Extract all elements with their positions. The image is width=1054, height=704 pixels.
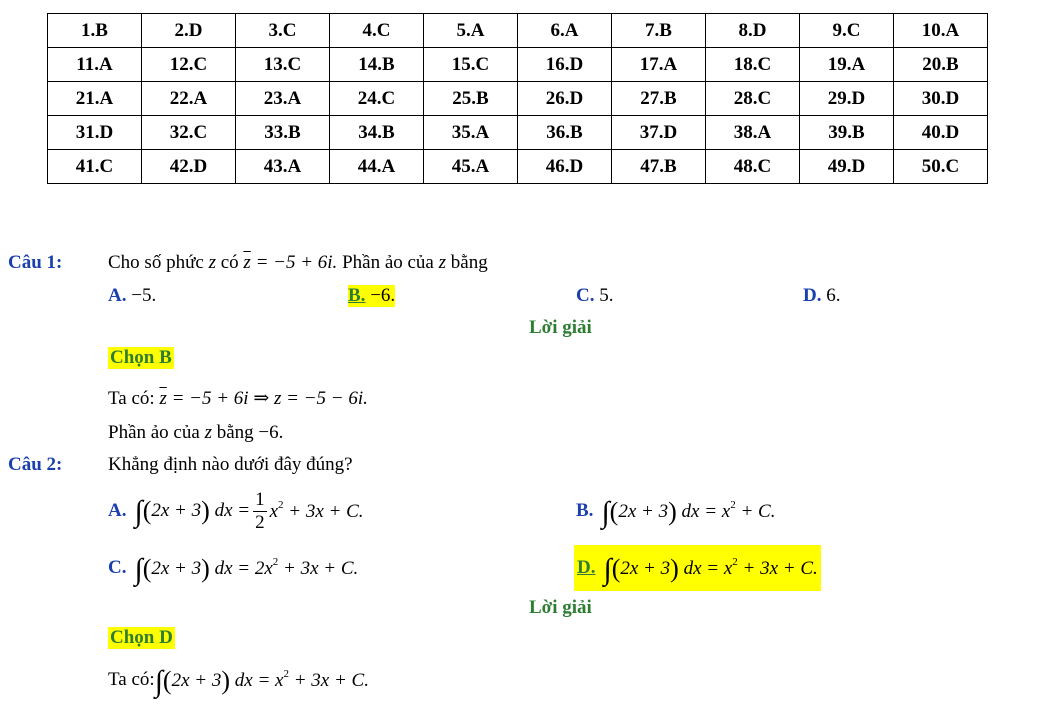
q2-integrand-d: 2x + 3 (620, 558, 671, 579)
q2-a-exp: 2 (278, 499, 284, 511)
q1-sol-line2-b: bằng −6. (211, 422, 284, 443)
answer-cell: 33.B (236, 116, 330, 150)
q1-label: Câu 1: (8, 252, 63, 273)
answer-row (48, 48, 988, 82)
q2-option-b[interactable] (576, 485, 775, 537)
q2-option-d-formula: ∫(2x + 3) dx = $x^2 + 3x + C$. (603, 553, 818, 586)
answer-cell: 29.D (800, 82, 894, 116)
answer-cell: 5.A (424, 14, 518, 48)
answer-cell: 26.D (518, 82, 612, 116)
answer-cell: 44.A (330, 150, 424, 184)
q2-dx-c: dx = (214, 558, 251, 579)
q2-d-rhs-b: + 3x + C. (737, 558, 818, 579)
answer-cell: 13.C (236, 48, 330, 82)
q2-dx-b: dx = (681, 501, 718, 522)
q2-solution-line (108, 660, 369, 700)
q2-option-a[interactable] (108, 485, 364, 537)
q1-text (108, 252, 488, 274)
answer-cell: 45.A (424, 150, 518, 184)
answer-cell: 7.B (612, 14, 706, 48)
answer-row (48, 116, 988, 150)
q2-sol-exp: 2 (283, 668, 289, 680)
q2-sol-integrand: 2x + 3 (171, 670, 222, 691)
answer-cell: 36.B (518, 116, 612, 150)
answer-cell: 35.A (424, 116, 518, 150)
q2-text: Khẳng định nào dưới đây đúng? (108, 454, 353, 475)
answer-cell: 30.D (894, 82, 988, 116)
integral-symbol: ∫ (134, 553, 143, 586)
q1-option-c-letter: C. (576, 285, 595, 306)
q2-option-c-letter: C. (108, 557, 127, 578)
answer-cell: 27.B (612, 82, 706, 116)
answer-cell: 3.C (236, 14, 330, 48)
answer-cell: 16.D (518, 48, 612, 82)
q2-option-a-fraction (253, 489, 267, 534)
answer-cell: 47.B (612, 150, 706, 184)
answer-cell: 8.D (706, 14, 800, 48)
answer-cell: 48.C (706, 150, 800, 184)
integral-symbol: ∫ (603, 553, 612, 586)
q2-dx-d: dx = (683, 558, 720, 579)
answer-cell: 20.B (894, 48, 988, 82)
q2-integrand-a: 2x + 3 (151, 500, 202, 521)
q1-text-co: có (215, 252, 244, 273)
q1-text-after: Phần ảo của (337, 252, 439, 273)
q1-solution-line1 (108, 387, 368, 410)
answer-cell: 46.D (518, 150, 612, 184)
q1-sol-rest: = −5 + 6i ⇒ z = −5 − 6i. (166, 388, 368, 409)
q2-label: Câu 2: (8, 454, 63, 475)
answer-row (48, 150, 988, 184)
q1-option-d-letter: D. (803, 285, 822, 306)
q1-sol-line2-a: Phần ảo của (108, 422, 205, 443)
answer-cell: 19.A (800, 48, 894, 82)
q2-option-b-formula: ∫(2x + 3) dx = $x^2 + C$. (601, 496, 776, 529)
q2-option-a-rhs (270, 499, 364, 523)
q1-option-d[interactable] (803, 285, 840, 307)
q2-integrand-b: 2x + 3 (618, 501, 669, 522)
q2-integrand-c: 2x + 3 (151, 558, 202, 579)
q2-d-exp: 2 (732, 556, 738, 568)
q1-option-c[interactable] (576, 285, 613, 307)
q1-option-b-letter: B. (348, 285, 366, 306)
q1-option-d-value: 6. (821, 285, 841, 306)
answer-cell: 23.A (236, 82, 330, 116)
q2-option-c[interactable] (108, 547, 358, 589)
q2-b-rhs-b: + C. (735, 501, 776, 522)
answer-cell: 37.D (612, 116, 706, 150)
q2-option-d-letter: D. (577, 557, 596, 578)
q1-cond-zbar: $\overline{z}$ (243, 252, 251, 273)
q1-choice: Chọn B (110, 347, 172, 368)
q2-b-rhs-a: x (721, 501, 731, 522)
q2-sol-prefix: Ta có: (108, 669, 155, 690)
answer-cell: 4.C (330, 14, 424, 48)
answer-cell: 15.C (424, 48, 518, 82)
answer-key-table (47, 13, 988, 184)
q1-option-a-letter: A. (108, 285, 127, 306)
q1-var-z: z (208, 252, 216, 273)
answer-cell: 32.C (142, 116, 236, 150)
answer-cell: 28.C (706, 82, 800, 116)
q2-sol-rhs-b: + 3x + C. (288, 670, 369, 691)
q1-var-z-2: z (438, 252, 447, 273)
answer-cell: 1.B (48, 14, 142, 48)
q1-sol-zbar: $\overline{z}$ (159, 388, 167, 409)
answer-cell: 39.B (800, 116, 894, 150)
answer-key-body (48, 14, 988, 184)
q2-d-rhs-a: x (723, 558, 733, 579)
answer-cell: 12.C (142, 48, 236, 82)
answer-cell: 49.D (800, 150, 894, 184)
q2-b-exp: 2 (730, 499, 736, 511)
integral-symbol: ∫ (154, 665, 163, 698)
q2-option-d[interactable] (574, 545, 821, 591)
q2-option-c-formula: ∫(2x + 3) dx = $2x^2 + 3x + C$. (134, 553, 359, 586)
q2-sol-dx: dx = (234, 670, 271, 691)
answer-row (48, 14, 988, 48)
q2-option-a-letter: A. (108, 500, 127, 521)
q2-c-rhs-a: 2x (254, 558, 273, 579)
answer-cell: 9.C (800, 14, 894, 48)
answer-cell: 17.A (612, 48, 706, 82)
q2-option-b-letter: B. (576, 500, 594, 521)
answer-cell: 21.A (48, 82, 142, 116)
q2-dx-a: dx = (214, 500, 251, 521)
q2-sol-formula: ∫(2x + 3) dx = $x^2 + 3x + C$. (154, 665, 369, 698)
answer-row (48, 82, 988, 116)
q1-sol-prefix: Ta có: (108, 388, 160, 409)
answer-cell: 14.B (330, 48, 424, 82)
q1-solution-title: Lời giải (529, 317, 592, 338)
q2-frac-den: 2 (255, 511, 265, 533)
q1-text-end: bằng (446, 252, 488, 273)
answer-cell: 25.B (424, 82, 518, 116)
q1-cond-eq: = −5 + 6i. (250, 252, 338, 273)
q1-option-a[interactable] (108, 285, 156, 307)
q1-text-before: Cho số phức (108, 252, 209, 273)
q2-a-rhs-a: x (269, 501, 279, 522)
q1-option-a-value: −5. (126, 285, 157, 306)
integral-symbol: ∫ (134, 495, 143, 528)
q1-option-b[interactable] (348, 285, 395, 307)
answer-cell: 31.D (48, 116, 142, 150)
q2-c-exp: 2 (272, 556, 279, 568)
answer-cell: 38.A (706, 116, 800, 150)
answer-cell: 43.A (236, 150, 330, 184)
q1-sol-line2-z: z (204, 422, 212, 443)
answer-cell: 11.A (48, 48, 142, 82)
answer-cell: 18.C (706, 48, 800, 82)
answer-cell: 40.D (894, 116, 988, 150)
q2-sol-rhs-a: x (275, 670, 284, 691)
answer-cell: 10.A (894, 14, 988, 48)
answer-cell: 6.A (518, 14, 612, 48)
q1-option-b-value: −6. (365, 285, 396, 306)
integral-symbol: ∫ (601, 496, 610, 529)
q2-solution-title: Lời giải (529, 597, 592, 618)
q2-frac-num: 1 (255, 488, 265, 510)
answer-cell: 22.A (142, 82, 236, 116)
q2-option-a-formula: ∫(2x + 3) dx = (134, 495, 251, 528)
q1-solution-line2 (108, 422, 283, 444)
answer-cell: 34.B (330, 116, 424, 150)
answer-cell: 42.D (142, 150, 236, 184)
q2-choice: Chọn D (110, 627, 173, 648)
q2-c-rhs-b: + 3x + C. (278, 558, 359, 579)
answer-cell: 50.C (894, 150, 988, 184)
answer-cell: 2.D (142, 14, 236, 48)
q2-a-rhs-b: + 3x + C. (283, 501, 364, 522)
q1-option-c-value: 5. (594, 285, 614, 306)
answer-cell: 41.C (48, 150, 142, 184)
answer-cell: 24.C (330, 82, 424, 116)
